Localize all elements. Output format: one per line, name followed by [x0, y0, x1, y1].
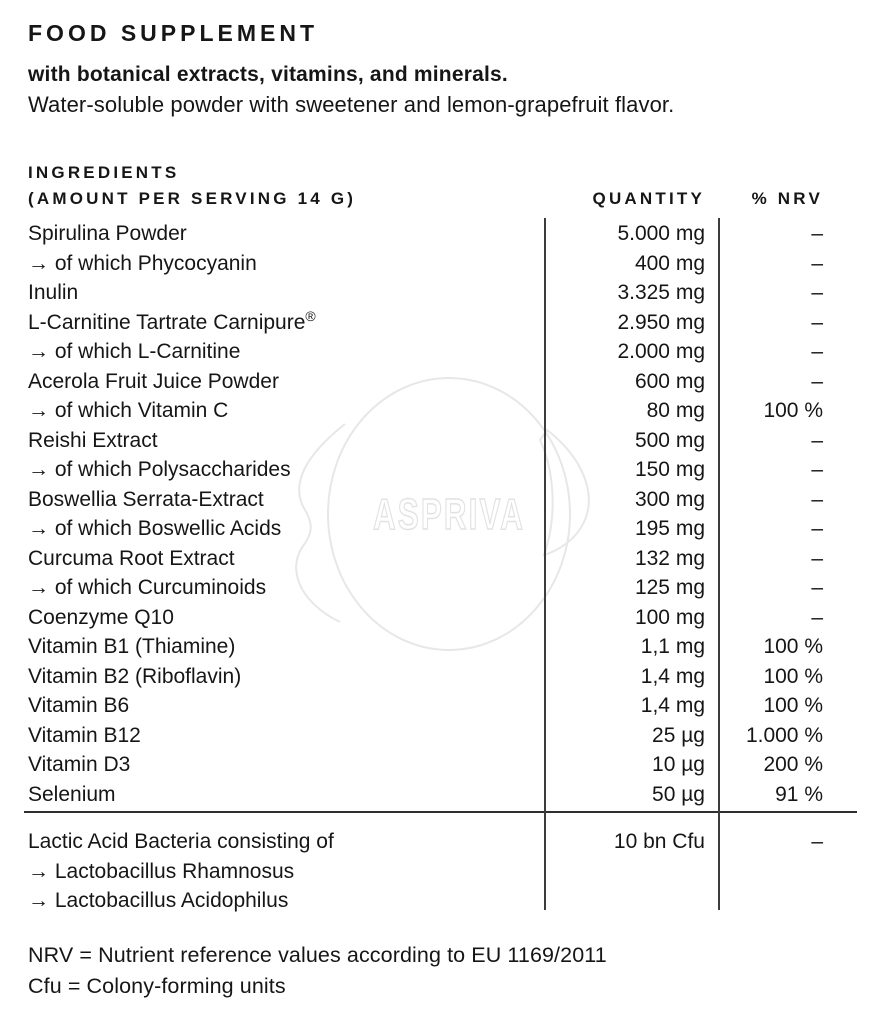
- table-row: [28, 278, 860, 308]
- ingredient-name: Curcuma Root Extract: [28, 546, 235, 570]
- ingredient-quantity: 150 mg: [634, 458, 705, 481]
- ingredient-quantity: 2.000 mg: [617, 340, 705, 363]
- ingredient-quantity: 400 mg: [634, 251, 705, 275]
- table-row: [28, 426, 860, 456]
- ingredient-quantity: 132 mg: [634, 546, 705, 570]
- ingredient-nrv: –: [811, 546, 823, 570]
- ingredient-quantity: [544, 857, 718, 887]
- ingredient-name: → of which Phycocyanin: [28, 251, 257, 275]
- ingredient-quantity: 600 mg: [634, 369, 705, 393]
- quantity-header: QUANTITY: [592, 189, 705, 208]
- table-row: [28, 308, 860, 338]
- ingredient-quantity: 195 mg: [634, 517, 705, 540]
- ingredient-name: Acerola Fruit Juice Powder: [28, 369, 279, 393]
- ingredient-name: Vitamin B2 (Riboflavin): [28, 664, 242, 688]
- table-row: [28, 455, 860, 485]
- section-divider: [24, 811, 857, 813]
- ingredient-quantity: 25 µg: [652, 723, 705, 747]
- ingredient-nrv: 200 %: [763, 753, 823, 776]
- ingredient-quantity: [544, 886, 718, 916]
- registered-mark: ®: [305, 307, 316, 324]
- ingredient-name: Spirulina Powder: [28, 222, 187, 245]
- ingredient-nrv: 1.000 %: [745, 723, 823, 747]
- ingredients-table: [28, 219, 860, 809]
- ingredient-nrv: 100 %: [763, 694, 823, 717]
- table-row: [28, 249, 860, 279]
- nrv-header: % NRV: [751, 189, 823, 208]
- ingredient-quantity: 1,4 mg: [640, 664, 705, 688]
- table-row: [28, 485, 860, 515]
- table-row: [28, 367, 860, 397]
- table-row: [28, 603, 860, 633]
- ingredient-quantity: 1,4 mg: [640, 694, 705, 717]
- ingredient-name: Reishi Extract: [28, 428, 158, 452]
- table-row: [28, 886, 860, 916]
- ingredients-header-line1: INGREDIENTS: [28, 163, 180, 182]
- ingredient-nrv: –: [811, 605, 823, 629]
- ingredient-quantity: 5.000 mg: [617, 222, 705, 245]
- ingredient-nrv: [718, 886, 860, 916]
- footnote-nrv: NRV = Nutrient reference values according to EU 1169/2011: [28, 942, 607, 967]
- ingredient-name: Vitamin D3: [28, 753, 131, 776]
- ingredient-nrv: –: [811, 458, 823, 481]
- ingredients-header: [28, 160, 544, 212]
- table-header: [28, 160, 860, 212]
- ingredient-name: Selenium: [28, 782, 116, 806]
- ingredient-nrv: 91 %: [775, 782, 823, 806]
- page-title: FOOD SUPPLEMENT: [28, 20, 319, 46]
- table-row: [28, 662, 860, 692]
- ingredient-nrv: –: [811, 517, 823, 540]
- ingredient-name: → of which Curcuminoids: [28, 576, 267, 599]
- table-row: [28, 750, 860, 780]
- ingredient-quantity: 2.950 mg: [617, 310, 705, 334]
- ingredient-quantity: 1,1 mg: [640, 635, 705, 658]
- table-row: [28, 573, 860, 603]
- ingredient-name: Coenzyme Q10: [28, 605, 174, 629]
- ingredient-name: L-Carnitine Tartrate Carnipure®: [28, 307, 316, 334]
- ingredient-name: Vitamin B1 (Thiamine): [28, 635, 236, 658]
- ingredient-nrv: –: [811, 281, 823, 304]
- ingredient-nrv: –: [811, 340, 823, 363]
- ingredient-quantity: 80 mg: [646, 399, 705, 422]
- ingredient-name: Vitamin B12: [28, 723, 141, 747]
- ingredient-name: → of which Polysaccharides: [28, 458, 291, 481]
- ingredients-header-line2: (AMOUNT PER SERVING 14 G): [28, 189, 357, 208]
- table-row: [28, 632, 860, 662]
- ingredient-nrv: 100 %: [763, 399, 823, 422]
- ingredient-name: → of which Vitamin C: [28, 399, 229, 422]
- ingredient-name: Boswellia Serrata-Extract: [28, 487, 264, 511]
- ingredient-nrv: –: [811, 830, 823, 853]
- ingredient-nrv: –: [811, 576, 823, 599]
- table-row: [28, 827, 860, 857]
- ingredient-quantity: 300 mg: [634, 487, 705, 511]
- watermark-text: ASPRIVA: [373, 490, 525, 539]
- table-row: [28, 691, 860, 721]
- ingredient-nrv: –: [811, 369, 823, 393]
- ingredient-quantity: 500 mg: [634, 428, 705, 452]
- column-separator-quantity: [544, 218, 546, 910]
- ingredient-nrv: 100 %: [763, 664, 823, 688]
- table-row: [28, 780, 860, 810]
- ingredient-nrv: –: [811, 251, 823, 275]
- ingredient-nrv: –: [811, 310, 823, 334]
- table-row: [28, 544, 860, 574]
- footnote-cfu: Cfu = Colony-forming units: [28, 973, 286, 998]
- ingredient-name: → Lactobacillus Acidophilus: [28, 889, 289, 912]
- bacteria-table: [28, 827, 860, 916]
- ingredient-nrv: 100 %: [763, 635, 823, 658]
- ingredient-name: Vitamin B6: [28, 694, 130, 717]
- ingredient-name: → of which L-Carnitine: [28, 340, 241, 363]
- ingredient-quantity: 3.325 mg: [617, 281, 705, 304]
- ingredient-quantity: 125 mg: [634, 576, 705, 599]
- ingredient-nrv: –: [811, 487, 823, 511]
- ingredient-nrv: –: [811, 222, 823, 245]
- ingredient-nrv: –: [811, 428, 823, 452]
- ingredient-name: Inulin: [28, 281, 79, 304]
- table-row: [28, 337, 860, 367]
- table-row: [28, 396, 860, 426]
- column-separator-nrv: [718, 218, 720, 910]
- ingredient-quantity: 100 mg: [634, 605, 705, 629]
- ingredient-quantity: 10 µg: [652, 753, 705, 776]
- ingredient-quantity: 10 bn Cfu: [613, 830, 705, 853]
- table-row: [28, 721, 860, 751]
- ingredient-name: → Lactobacillus Rhamnosus: [28, 859, 295, 883]
- table-row: [28, 857, 860, 887]
- table-row: [28, 219, 860, 249]
- table-row: [28, 514, 860, 544]
- subtitle: Water-soluble powder with sweetener and lemon-grapefruit flavor.: [28, 92, 675, 117]
- ingredient-nrv: [718, 857, 860, 887]
- ingredient-name: → of which Boswellic Acids: [28, 517, 282, 540]
- ingredient-quantity: 50 µg: [652, 782, 705, 806]
- ingredient-name: Lactic Acid Bacteria consisting of: [28, 830, 334, 853]
- subtitle-bold: with botanical extracts, vitamins, and minerals.: [28, 63, 508, 86]
- footnotes: [28, 940, 860, 1002]
